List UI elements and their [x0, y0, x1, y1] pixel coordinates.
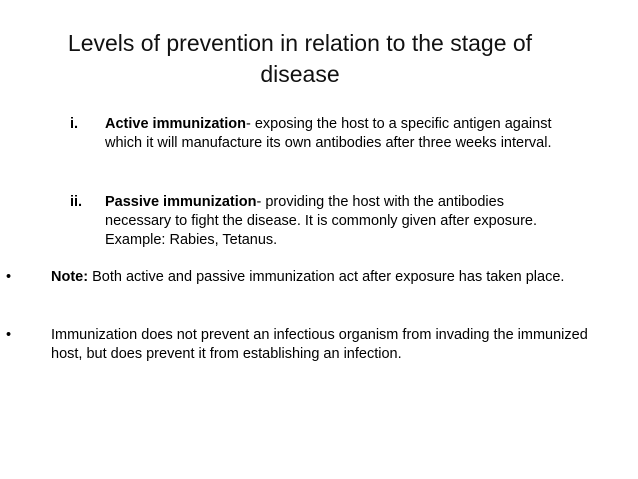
numbered-item-passive-immunization [60, 193, 560, 250]
item-body [105, 193, 560, 250]
bullet-dot: • [6, 269, 12, 285]
slide-title [20, 28, 580, 90]
item-term: Active immunization [105, 116, 246, 132]
bullet-lead: Note: [51, 269, 89, 285]
bullet-note [6, 268, 596, 287]
slide-title-line-2: disease [260, 61, 340, 87]
numbered-item-active-immunization [60, 115, 560, 153]
item-marker: ii. [70, 194, 83, 210]
bullet-text: Both active and passive immunization act after exposure has taken place. [88, 269, 565, 285]
slide-title-line-1: Levels of prevention in relation to the stage of [67, 30, 533, 56]
item-body [105, 115, 560, 153]
bullet-dot: • [6, 327, 12, 343]
item-marker: i. [70, 116, 79, 132]
bullet-text: Immunization does not prevent an infectious organism from invading the immunized host, but does prevent it from establishing an infection. [51, 327, 588, 362]
bullet-body [51, 268, 596, 287]
item-text: - exposing the host to a specific antigen against which it will manufacture its own antibodies after three weeks interval. [105, 116, 552, 151]
bullet-body [51, 326, 596, 364]
item-term: Passive immunization [105, 194, 257, 210]
bullet-immunization-limit [6, 326, 596, 364]
item-text: - providing the host with the antibodies necessary to fight the disease. It is commonly given after exposure. Example: Rabies, Tetanus. [105, 194, 537, 248]
